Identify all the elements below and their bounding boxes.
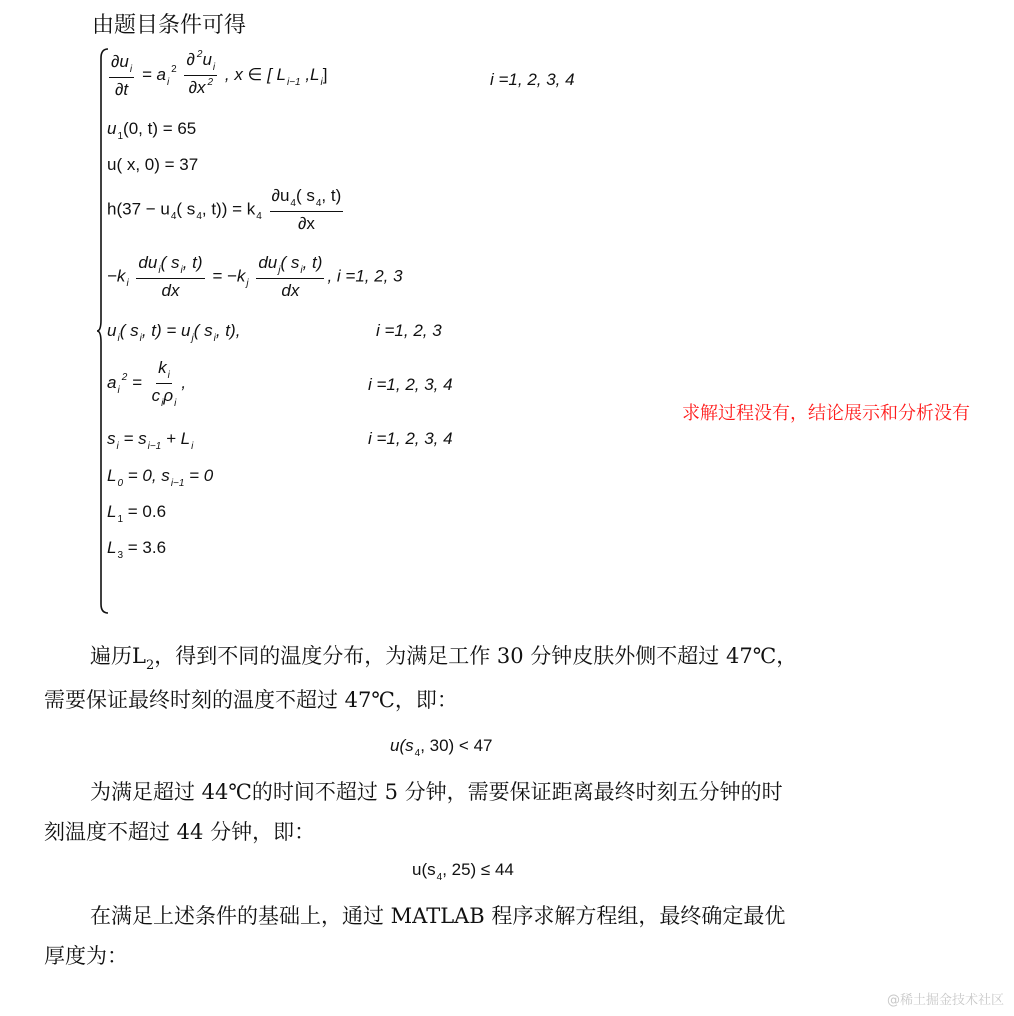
boundary-condition-right: $h(37 - u_4$( $s_4$, $t)) = k_4$ $\frac{\partial u_4( s_4, t)}{\partial x}$ — [107, 186, 342, 233]
initial-condition: u( x, 0) = 37 — [107, 155, 199, 174]
watermark: @稀土掘金技术社区 — [886, 993, 1004, 1008]
section-heading: 由题目条件可得 — [92, 13, 247, 38]
layer3-thickness: $L_3 = 3.6$ — [107, 538, 167, 561]
diffusivity-definition: $a_i^2$ = $\frac{k_i}{c_i\rho_i}$ , — [107, 358, 187, 409]
paragraph-matlab-solution: 在满足上述条件的基础上，通过 MATLAB 程序求解方程组，最终确定最优 厚度为： — [44, 904, 786, 968]
inequality-final-temperature: $u(s_4$, 30) < 47 — [390, 736, 493, 759]
boundary-condition-left: $u_1(0$, t) = 65 — [107, 119, 197, 142]
paragraph-44-degree-condition: 为满足超过 44℃的时间不超过 5 分钟，需要保证距离最终时刻五分钟的时 刻温度不超过 44 分钟，即： — [44, 780, 783, 844]
review-comment: 求解过程没有，结论展示和分析没有 — [682, 403, 970, 424]
diffusivity-index-condition: i =1, 2, 3, 4 — [368, 375, 453, 394]
layer1-thickness: $L_1 = 0.6$ — [107, 502, 167, 525]
pde-index-condition: i =1, 2, 3, 4 — [490, 70, 575, 89]
continuity-index-condition: i =1, 2, 3 — [376, 321, 442, 340]
position-index-condition: i =1, 2, 3, 4 — [368, 429, 453, 448]
initial-length-condition: $L_0 = 0$, $s_{i-1} = 0$ — [107, 466, 214, 489]
paragraph-traverse-l2: 遍历$L_2$，得到不同的温度分布，为满足工作 30 分钟皮肤外侧不超过 47℃， 需要保证最终时刻的温度不超过 47℃，即： — [44, 644, 798, 712]
pde-equation: $\frac{\partial u_i}{\partial t}$ = $a_i^2$ $\frac{\partial ^2u_i}{\partial x ^2}$ , x ∈ [ $L_{i-1}$ $,L_i$] — [111, 49, 328, 99]
inequality-25min-temperature: $u(s_4$, 25) ≤ 44 — [412, 860, 514, 883]
position-recurrence: $s_i = s_{i-1} + L_i$ — [107, 429, 194, 452]
flux-continuity-equation: $-k_i$ $\frac{du_i( s_i, t)}{dx}$ = $-k_j$ $\frac{du_j( s_i, t)}{dx}$ , i =1, 2, 3 — [107, 253, 403, 300]
temperature-continuity-equation: $u_i$( $s_i$, $t) = u_j$( $s_i$, t), — [107, 321, 241, 344]
